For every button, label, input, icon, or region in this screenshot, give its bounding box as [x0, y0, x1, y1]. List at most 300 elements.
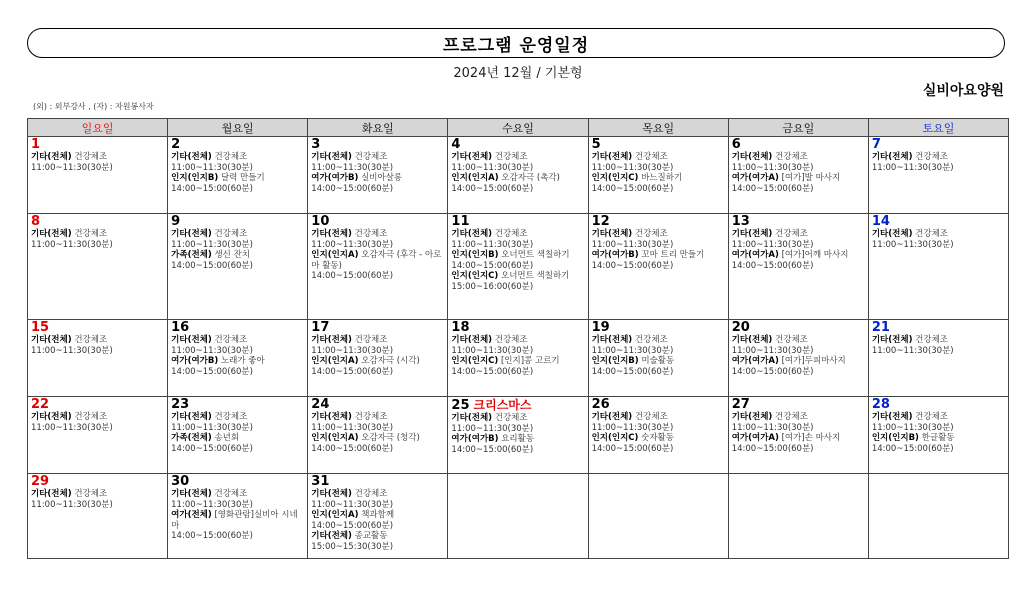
event-name: 건강체조 — [354, 152, 388, 162]
event-category: 인지(인지B) — [871, 433, 919, 443]
event-category: 인지(인지A) — [451, 173, 499, 183]
event-time: 14:00~15:00(60분) — [731, 183, 814, 194]
event-name: 건강체조 — [915, 412, 949, 422]
calendar-day-cell — [168, 137, 308, 214]
program-event — [592, 412, 726, 433]
calendar-day-cell — [588, 397, 728, 474]
day-number-text: 17 — [311, 320, 330, 335]
event-time: 14:00~15:00(60분) — [731, 366, 814, 377]
event-time: 11:00~11:30(30분) — [451, 345, 534, 356]
event-category: 기타(전체) — [451, 152, 493, 162]
event-name: 건강체조 — [494, 335, 528, 345]
event-time: 11:00~11:30(30분) — [731, 239, 814, 250]
program-event — [732, 152, 866, 173]
event-category: 여가(여가A) — [731, 433, 779, 443]
calendar-day-cell — [588, 320, 728, 397]
program-event — [451, 271, 585, 292]
event-time: 11:00~11:30(30분) — [171, 162, 253, 173]
program-event — [171, 152, 305, 173]
weekday-wednesday: 수요일 — [448, 119, 588, 137]
event-category: 여가(여가B) — [311, 173, 359, 183]
event-time: 11:00~11:30(30분) — [871, 239, 954, 250]
event-time: 11:00~11:30(30분) — [871, 422, 954, 433]
calendar-day-cell — [868, 137, 1008, 214]
event-name: 건강체조 — [214, 152, 248, 162]
event-time: 14:00~15:00(60분) — [731, 260, 814, 271]
event-time: 11:00~11:30(30분) — [311, 499, 394, 510]
event-category: 기타(전체) — [731, 412, 773, 422]
day-number-text: 19 — [591, 320, 610, 335]
program-event — [31, 489, 165, 510]
event-time: 14:00~15:00(60분) — [171, 183, 253, 194]
event-category: 가족(전체) — [171, 433, 212, 443]
event-time: 14:00~15:00(60분) — [591, 183, 674, 194]
day-number — [171, 398, 305, 412]
event-time: 11:00~11:30(30분) — [591, 345, 674, 356]
day-number-text: 12 — [591, 214, 610, 229]
event-category: 기타(전체) — [31, 489, 72, 499]
program-event — [451, 413, 585, 434]
program-event — [171, 489, 305, 510]
event-name: 꼬마 트리 만들기 — [641, 250, 705, 260]
day-number — [592, 138, 726, 152]
calendar-week-row — [28, 474, 1009, 559]
event-name: 건강체조 — [74, 335, 108, 345]
program-event — [171, 412, 305, 433]
day-number-text: 25 — [451, 398, 470, 413]
day-number — [872, 215, 1006, 229]
calendar-day-cell — [448, 214, 588, 320]
program-event — [592, 433, 726, 454]
day-number-text: 21 — [871, 320, 890, 335]
program-event — [311, 433, 445, 454]
weekday-thursday: 목요일 — [588, 119, 728, 137]
event-name: 오감자극 (후각 - 아로마 활동) — [311, 250, 442, 271]
program-event — [31, 229, 165, 250]
event-category: 가족(전체) — [171, 250, 212, 260]
event-category: 인지(인지C) — [591, 173, 639, 183]
program-event — [732, 335, 866, 356]
event-category: 기타(전체) — [451, 229, 493, 239]
event-time: 14:00~15:00(60분) — [311, 271, 394, 281]
program-event — [451, 356, 585, 377]
program-event — [872, 152, 1006, 173]
calendar-day-cell — [28, 397, 168, 474]
event-time: 14:00~15:00(60분) — [171, 260, 253, 271]
day-number — [732, 215, 866, 229]
program-event — [171, 229, 305, 250]
event-name: 건강체조 — [775, 335, 808, 345]
event-name: 건강체조 — [74, 229, 108, 239]
program-event — [732, 250, 866, 271]
event-name: 건강체조 — [74, 412, 108, 422]
program-event — [451, 335, 585, 356]
program-event — [171, 510, 305, 542]
event-category: 기타(전체) — [31, 229, 72, 239]
event-category: 기타(전체) — [731, 152, 773, 162]
calendar-day-cell — [28, 474, 168, 559]
event-category: 인지(인지B) — [451, 250, 499, 260]
event-category: 기타(전체) — [31, 335, 72, 345]
event-name: [여가]손 마사지 — [781, 433, 841, 443]
calendar-day-cell — [868, 474, 1008, 559]
event-category: 기타(전체) — [171, 152, 212, 162]
day-number-text: 6 — [731, 137, 741, 152]
event-category: 기타(전체) — [731, 229, 773, 239]
program-event — [451, 152, 585, 173]
day-number-text: 27 — [731, 397, 750, 412]
calendar-day-cell — [448, 137, 588, 214]
calendar-day-cell — [448, 474, 588, 559]
event-time: 11:00~11:30(30분) — [171, 345, 253, 356]
event-name: 건강체조 — [915, 229, 949, 239]
event-category: 인지(인지A) — [311, 433, 359, 443]
calendar-day-cell — [728, 397, 868, 474]
event-category: 기타(전체) — [171, 229, 212, 239]
calendar-day-cell — [28, 137, 168, 214]
day-number-text: 11 — [451, 214, 470, 229]
program-event — [592, 356, 726, 377]
day-number-text: 22 — [31, 397, 50, 412]
event-name: 건강체조 — [494, 152, 528, 162]
program-event — [311, 531, 445, 552]
event-name: [영화관람]실비아 시네마 — [171, 510, 298, 531]
program-event — [451, 434, 585, 455]
calendar-day-cell — [168, 320, 308, 397]
event-time: 14:00~15:00(60분) — [731, 443, 814, 454]
event-name: 건강체조 — [915, 335, 949, 345]
event-name: 건강체조 — [354, 229, 388, 239]
event-category: 기타(전체) — [171, 335, 212, 345]
event-time: 11:00~11:30(30분) — [311, 422, 394, 433]
program-event — [311, 250, 445, 282]
day-number-text: 9 — [171, 214, 181, 229]
event-time: 14:00~15:00(60분) — [451, 183, 534, 194]
event-category: 기타(전체) — [871, 412, 913, 422]
program-event — [31, 412, 165, 433]
event-name: 건강체조 — [74, 152, 108, 162]
event-category: 여가(여가B) — [171, 356, 219, 366]
program-event — [732, 433, 866, 454]
day-number — [311, 398, 445, 412]
day-number — [31, 321, 165, 335]
day-number-text: 30 — [171, 474, 190, 489]
program-event — [171, 250, 305, 271]
day-number-text: 10 — [311, 214, 330, 229]
event-time: 14:00~15:00(60분) — [311, 520, 394, 531]
event-time: 11:00~11:30(30분) — [311, 239, 394, 250]
day-number — [451, 321, 585, 335]
schedule-title: 프로그램 운영일정 — [27, 28, 1005, 58]
day-number — [311, 138, 445, 152]
event-time: 11:00~11:30(30분) — [731, 422, 814, 433]
event-time: 11:00~11:30(30분) — [31, 499, 113, 510]
event-time: 11:00~11:30(30분) — [171, 499, 253, 510]
event-category: 기타(전체) — [591, 412, 633, 422]
calendar-day-cell — [868, 320, 1008, 397]
day-number — [732, 138, 866, 152]
event-category: 인지(인지B) — [591, 356, 639, 366]
event-category: 기타(전체) — [451, 335, 493, 345]
event-category: 기타(전체) — [311, 489, 352, 499]
event-category: 기타(전체) — [871, 335, 913, 345]
calendar-day-cell — [168, 474, 308, 559]
event-category: 기타(전체) — [171, 489, 212, 499]
event-time: 11:00~11:30(30분) — [731, 345, 814, 356]
event-name: 건강체조 — [634, 412, 668, 422]
event-time: 11:00~11:30(30분) — [591, 162, 674, 173]
event-name: 달력 만들기 — [220, 173, 265, 183]
event-category: 기타(전체) — [311, 229, 352, 239]
day-number — [311, 215, 445, 229]
event-time: 14:00~15:00(60분) — [171, 443, 253, 454]
event-name: 건강체조 — [775, 229, 808, 239]
weekday-tuesday: 화요일 — [308, 119, 448, 137]
day-number — [171, 138, 305, 152]
day-number — [872, 398, 1006, 412]
event-category: 여가(여가A) — [731, 173, 779, 183]
program-event — [872, 229, 1006, 250]
day-number — [311, 321, 445, 335]
day-number-text: 13 — [731, 214, 750, 229]
program-event — [592, 335, 726, 356]
event-name: 오감자극 (촉각) — [501, 173, 560, 183]
event-time: 11:00~11:30(30분) — [451, 162, 534, 173]
program-event — [171, 433, 305, 454]
calendar-day-cell — [308, 320, 448, 397]
event-name: 건강체조 — [214, 335, 248, 345]
calendar-day-cell — [728, 137, 868, 214]
event-category: 기타(전체) — [871, 152, 913, 162]
weekday-saturday: 토요일 — [868, 119, 1008, 137]
day-number — [311, 475, 445, 489]
event-time: 11:00~11:30(30분) — [31, 162, 113, 173]
program-event — [732, 356, 866, 377]
event-time: 11:00~11:30(30분) — [31, 422, 113, 433]
event-time: 11:00~11:30(30분) — [31, 239, 113, 250]
event-name: 건강체조 — [634, 229, 668, 239]
event-category: 인지(인지C) — [591, 433, 639, 443]
event-time: 14:00~15:00(60분) — [171, 531, 253, 541]
day-number-text: 16 — [171, 320, 190, 335]
holiday-label: 크리스마스 — [473, 398, 532, 412]
event-category: 인지(인지B) — [171, 173, 219, 183]
calendar-day-cell — [308, 214, 448, 320]
event-time: 11:00~11:30(30분) — [731, 162, 814, 173]
calendar-day-cell — [308, 474, 448, 559]
program-event — [732, 412, 866, 433]
event-time: 11:00~11:30(30분) — [871, 345, 954, 356]
event-name: 건강체조 — [214, 229, 248, 239]
event-time: 11:00~11:30(30분) — [451, 239, 534, 250]
event-name: 건강체조 — [354, 412, 388, 422]
program-event — [311, 510, 445, 531]
event-time: 14:00~15:00(60분) — [311, 443, 394, 454]
program-event — [31, 152, 165, 173]
event-name: 건강체조 — [775, 412, 808, 422]
event-name: 건강체조 — [915, 152, 949, 162]
day-number — [171, 321, 305, 335]
day-number-text: 4 — [451, 137, 461, 152]
calendar-week-row — [28, 137, 1009, 214]
event-name: 바느질하기 — [641, 173, 683, 183]
day-number-text: 26 — [591, 397, 610, 412]
event-category: 기타(전체) — [591, 229, 633, 239]
event-name: 건강체조 — [494, 229, 528, 239]
event-name: 책과함께 — [361, 510, 395, 520]
program-event — [311, 489, 445, 510]
calendar-day-cell — [868, 214, 1008, 320]
event-time: 15:00~15:30(30분) — [311, 541, 394, 552]
program-event — [31, 335, 165, 356]
calendar-day-cell — [448, 320, 588, 397]
weekday-friday: 금요일 — [728, 119, 868, 137]
event-time: 11:00~11:30(30분) — [871, 162, 954, 173]
event-name: 건강체조 — [214, 489, 248, 499]
event-name: 생신 잔치 — [214, 250, 251, 260]
event-name: 실비아살롱 — [361, 173, 403, 183]
calendar-day-cell — [728, 474, 868, 559]
day-number-text: 31 — [311, 474, 330, 489]
event-time: 11:00~11:30(30분) — [451, 423, 534, 434]
program-event — [872, 412, 1006, 433]
day-number-text: 14 — [871, 214, 890, 229]
calendar-week-row — [28, 214, 1009, 320]
day-number — [451, 138, 585, 152]
event-time: 11:00~11:30(30분) — [171, 239, 253, 250]
event-name: 미술활동 — [641, 356, 675, 366]
program-event — [171, 173, 305, 194]
event-time: 11:00~11:30(30분) — [311, 345, 394, 356]
day-number-text: 1 — [31, 137, 41, 152]
calendar-day-cell — [728, 214, 868, 320]
day-number-text: 28 — [871, 397, 890, 412]
day-number — [872, 321, 1006, 335]
event-time: 14:00~15:00(60분) — [591, 443, 674, 454]
day-number-text: 8 — [31, 214, 41, 229]
program-event — [451, 229, 585, 250]
event-category: 인지(인지A) — [311, 510, 359, 520]
event-category: 기타(전체) — [591, 335, 633, 345]
day-number-text: 3 — [311, 137, 321, 152]
program-event — [311, 356, 445, 377]
day-number — [31, 138, 165, 152]
event-name: 건강체조 — [634, 335, 668, 345]
program-event — [732, 229, 866, 250]
event-name: 건강체조 — [775, 152, 808, 162]
day-number — [732, 321, 866, 335]
event-name: 건강체조 — [74, 489, 108, 499]
day-number — [171, 215, 305, 229]
day-number-text: 29 — [31, 474, 50, 489]
program-event — [311, 412, 445, 433]
program-event — [592, 250, 726, 271]
event-name: [여가]어깨 마사지 — [781, 250, 849, 260]
event-category: 기타(전체) — [31, 412, 72, 422]
calendar-table — [27, 118, 1009, 559]
event-time: 11:00~11:30(30분) — [591, 239, 674, 250]
calendar-week-row — [28, 397, 1009, 474]
calendar-day-cell — [728, 320, 868, 397]
calendar-day-cell — [868, 397, 1008, 474]
day-number-text: 23 — [171, 397, 190, 412]
event-time: 14:00~15:00(60분) — [591, 366, 674, 377]
program-event — [732, 173, 866, 194]
event-category: 인지(인지A) — [311, 250, 359, 260]
event-name: 종교활동 — [354, 531, 388, 541]
event-name: 건강체조 — [354, 489, 388, 499]
day-number-text: 20 — [731, 320, 750, 335]
day-number — [592, 215, 726, 229]
event-name: [여가]발 마사지 — [781, 173, 841, 183]
day-number — [31, 215, 165, 229]
program-event — [872, 335, 1006, 356]
event-time: 11:00~11:30(30분) — [591, 422, 674, 433]
program-event — [592, 229, 726, 250]
day-number-text: 18 — [451, 320, 470, 335]
event-category: 기타(전체) — [171, 412, 212, 422]
event-time: 14:00~15:00(60분) — [451, 260, 534, 271]
event-category: 기타(전체) — [31, 152, 72, 162]
event-category: 기타(전체) — [311, 335, 352, 345]
calendar-day-cell — [168, 214, 308, 320]
event-time: 11:00~11:30(30분) — [311, 162, 394, 173]
calendar-day-cell — [588, 474, 728, 559]
event-category: 인지(인지C) — [451, 356, 499, 366]
program-event — [311, 173, 445, 194]
event-time: 14:00~15:00(60분) — [311, 366, 394, 377]
day-number — [171, 475, 305, 489]
event-category: 기타(전체) — [591, 152, 633, 162]
event-name: 요리활동 — [501, 434, 535, 444]
event-time: 11:00~11:30(30분) — [171, 422, 253, 433]
event-category: 기타(전체) — [731, 335, 773, 345]
day-number-text: 24 — [311, 397, 330, 412]
program-event — [592, 173, 726, 194]
schedule-subtitle: 2024년 12월 / 기본형 — [453, 66, 583, 81]
event-time: 14:00~15:00(60분) — [171, 366, 253, 377]
event-time: 14:00~15:00(60분) — [311, 183, 394, 194]
day-number — [451, 398, 585, 413]
event-name: 건강체조 — [354, 335, 388, 345]
weekday-sunday: 일요일 — [28, 119, 168, 137]
event-name: [여가]두피마사지 — [781, 356, 846, 366]
calendar-day-cell — [28, 320, 168, 397]
event-name: 건강체조 — [634, 152, 668, 162]
event-category: 여가(여가A) — [731, 250, 779, 260]
day-number — [31, 398, 165, 412]
event-name: 송년회 — [214, 433, 240, 443]
calendar-day-cell — [308, 137, 448, 214]
program-event — [311, 229, 445, 250]
event-name: 오너먼트 색칠하기 — [501, 250, 570, 260]
facility-name: 실비아요양원 — [922, 83, 1004, 99]
event-category: 기타(전체) — [311, 531, 352, 541]
event-category: 기타(전체) — [451, 413, 493, 423]
event-time: 14:00~15:00(60분) — [451, 444, 534, 455]
event-category: 기타(전체) — [311, 412, 352, 422]
event-time: 14:00~15:00(60분) — [871, 443, 954, 454]
event-time: 11:00~11:30(30분) — [31, 345, 113, 356]
program-event — [171, 335, 305, 356]
day-number — [592, 398, 726, 412]
calendar-day-cell — [308, 397, 448, 474]
event-time: 14:00~15:00(60분) — [591, 260, 674, 271]
weekday-monday: 월요일 — [168, 119, 308, 137]
calendar-day-cell — [588, 214, 728, 320]
event-name: 오감자극 (청각) — [361, 433, 420, 443]
day-number — [592, 321, 726, 335]
